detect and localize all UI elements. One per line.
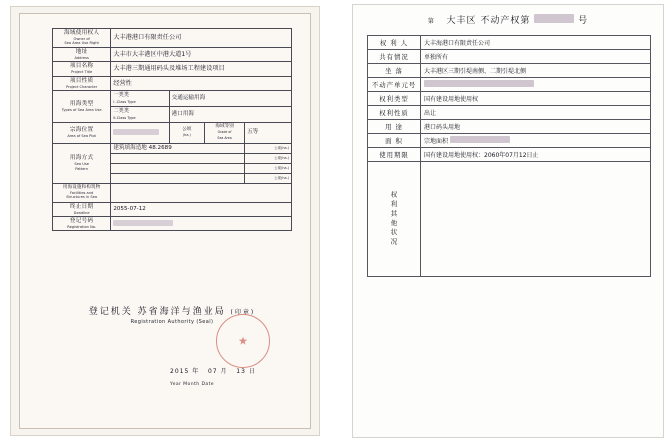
notes-row [368,162,651,277]
redaction-block [113,220,173,226]
grade-value: 五等 [245,123,292,143]
row-label: 不动产单元号 [368,78,421,92]
table-row [368,148,651,162]
row-label: 权利类型 [368,92,421,106]
table-row [368,106,651,120]
deadline-value: 2055-07-12 [111,202,292,216]
row-value: 大丰海港口有限责任公司 [421,36,651,50]
row-value: 大丰港港口有限责任公司 [111,29,292,48]
sea-area-use-certificate [10,6,320,436]
pattern-unit: 公顷(ha.) [245,163,292,173]
pattern-unit: 公顷(ha.) [245,153,292,163]
facilities-label-en: Facilities and Structures in Sea [66,190,98,200]
row-value: 港口码头用地 [421,120,651,134]
sea-use-table [52,28,292,231]
issue-date-en: Year Month Date [170,382,215,387]
pattern-text: 建筑填海造地 48.2689 [111,143,245,153]
issue-day: 13 [236,368,246,375]
row-label: 使用期限 [368,148,421,162]
sea-use-pattern-label-en: Sea Use Pattern [74,162,89,171]
row-value: 大丰市大丰港区中港大道1号 [111,47,292,61]
reg-no-value [111,217,292,231]
row-label: 面 积 [368,134,421,148]
sea-use-pattern-label: 用海方式 Sea Use Pattern [53,143,111,183]
class-type-2-en: II-Class Type [113,115,136,120]
row-label-en: Owner of Sea Area Use Right [64,36,99,46]
row-value: 宗地面积 [421,134,651,148]
certificate-title [353,13,663,26]
sea-area-row [53,123,292,143]
pattern-unit: 公顷(ha.) [245,143,292,153]
hectare-label-en: (ha.) [182,132,191,137]
row-value [421,78,651,92]
class-type-1: 一类类 I -Class Type [111,91,169,107]
row-value: 单独所有 [421,50,651,64]
row-label: 用 途 [368,120,421,134]
deadline-label: 终止日期 Deadline [53,202,111,216]
notes-label: 权利其他状况 [368,162,421,277]
reg-no-row [53,217,292,231]
row-label-en: Project Title [71,70,93,75]
sea-use-pattern-row-1 [53,143,292,153]
redaction-block [450,136,510,143]
class-type-2: 二类类 II-Class Type [111,107,169,123]
class-type-2-value: 港口用海 [169,107,291,123]
row-label: 地址 Address [53,47,111,61]
deadline-label-en: Deadline [73,210,90,215]
redaction-block [424,80,534,87]
real-estate-certificate [352,4,664,438]
notes-value [421,162,651,277]
row-label: 项目性质 Project Character [53,76,111,90]
deadline-row [53,202,292,216]
table-row [368,64,651,78]
row-label: 共有情况 [368,50,421,64]
sea-area-label: 宗海位置 Area of Sea Plot [53,123,111,143]
real-estate-table [367,35,651,277]
pattern-unit: 公顷(ha.) [245,173,292,183]
table-row [368,134,651,148]
reg-no-label-en: Registration No. [67,225,97,229]
sea-area-label-en: Area of Sea Plot [67,134,96,139]
table-row [368,50,651,64]
title-suffix: 号 [578,16,589,26]
row-value: 国有建设用地使用权 [421,92,651,106]
row-value: 出让 [421,106,651,120]
class-type-1-value: 交通运输用海 [169,91,291,107]
row-label: 项目名称 Project Title [53,62,111,76]
issue-date [170,366,300,375]
seal-label-cn: (印章) [230,309,256,316]
registration-authority-cn: 登记机关 苏省海洋与渔业局 [88,307,226,317]
pattern-text [111,163,245,173]
issue-day-cn: 日 [248,368,256,375]
row-label-en: Address [74,55,89,60]
row-value: 国有建设用地使用权：2060年07月12日止 [421,148,651,162]
row-label-en: Project Character [66,84,98,89]
seal-label-en: (Seal) [196,319,214,325]
facilities-row [53,183,292,202]
table-row [53,76,292,90]
row-label: 海域使用权人 Owner of Sea Area Use Right [53,29,111,48]
row-label: 权利性质 [368,106,421,120]
table-row [368,78,651,92]
table-row [368,36,651,50]
title-prefix: 大丰区 [446,16,477,26]
sea-use-type-label: 用海类型 Types of Sea Area Use [53,91,111,123]
grade-label: 海域等别 Grade of Sea Area [205,123,245,143]
issue-month-cn: 月 [220,368,228,375]
title-main: 不动产权第 [480,16,531,26]
left-inner-border [19,13,311,429]
sea-use-type-label-en: Types of Sea Area Use [61,108,102,113]
hectare-label: 公顷 (ha.) [169,123,204,143]
reg-no-label: 登记号码 Registration No. [53,217,111,231]
pattern-text [111,153,245,163]
redaction-block [113,129,159,135]
row-value: 经营性 [111,76,292,90]
sea-use-type-row-1 [53,91,292,107]
issue-month: 07 [207,368,218,375]
row-value: 大丰港三期通用码头及堆场工程建设项目 [111,62,292,76]
title-col-label: 第 [427,18,435,25]
row-label: 权 利 人 [368,36,421,50]
redaction-block [534,14,574,23]
class-type-1-en: I -Class Type [113,99,136,104]
table-row [368,120,651,134]
pattern-text [111,173,245,183]
table-row [53,62,292,76]
row-label: 坐 落 [368,64,421,78]
table-row [368,92,651,106]
table-row [53,47,292,61]
registration-authority-en: Registration Authority [130,319,195,325]
facilities-value [111,183,292,202]
issue-year: 2015 [170,368,190,375]
issue-year-cn: 年 [192,368,200,375]
table-row [53,29,292,48]
facilities-label: 用海设施和构筑物 Facilities and Structures in Sea [53,183,111,202]
sea-area-value [111,123,169,143]
official-seal-stamp [216,314,270,368]
row-value: 大丰港区三期引堤南侧、二期引堤北侧 [421,64,651,78]
grade-label-en: Grade of Sea Area [217,130,232,140]
